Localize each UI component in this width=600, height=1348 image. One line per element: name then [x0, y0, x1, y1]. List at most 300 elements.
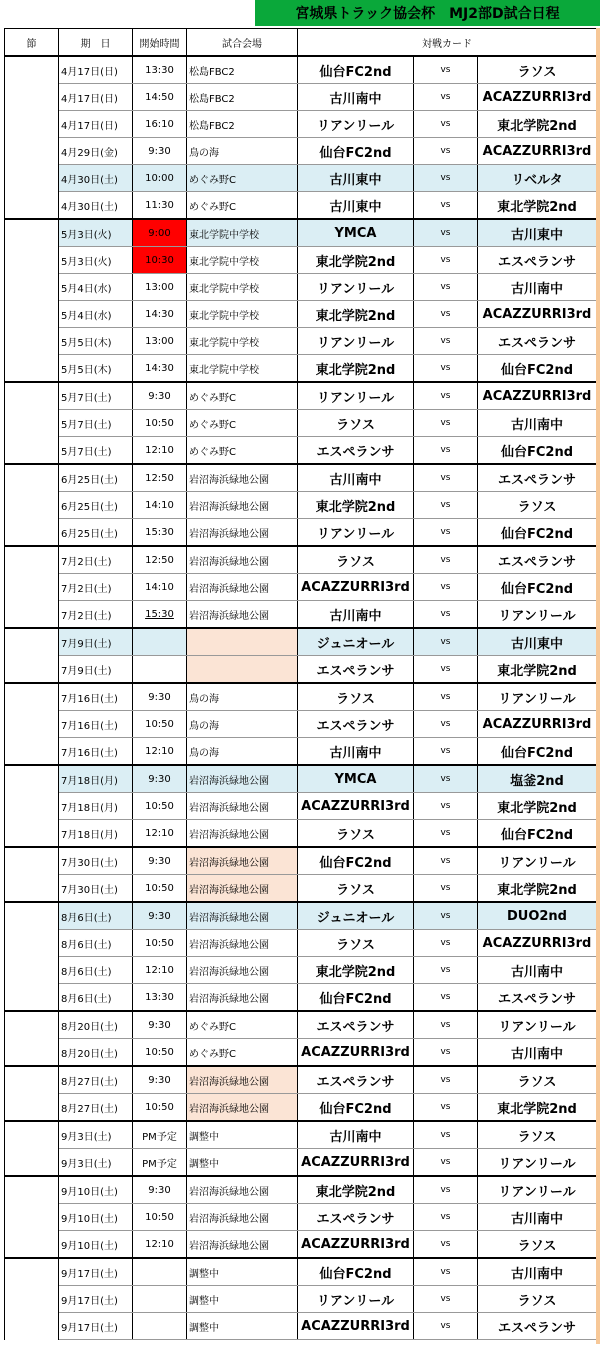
away-team-cell: 仙台FC2nd [478, 355, 597, 383]
table-row [5, 1121, 597, 1149]
time-cell: 13:30 [133, 984, 187, 1012]
table-row [5, 1066, 597, 1094]
section-cell [5, 355, 59, 383]
time-cell: 9:30 [133, 683, 187, 711]
time-cell: 13:30 [133, 56, 187, 84]
section-cell [5, 711, 59, 738]
time-cell [133, 628, 187, 656]
table-row [5, 1204, 597, 1231]
away-team-cell: エスペランサ [478, 328, 597, 355]
table-row [5, 1313, 597, 1340]
time-cell: 10:50 [133, 930, 187, 957]
venue-cell: 松島FBC2 [187, 84, 298, 111]
vs-cell: vs [414, 793, 478, 820]
header-time: 開始時間 [133, 29, 187, 57]
time-cell: 9:30 [133, 765, 187, 793]
away-team-cell: ラソス [478, 492, 597, 519]
time-cell: 13:00 [133, 274, 187, 301]
venue-cell [187, 628, 298, 656]
date-cell: 7月18日(月) [59, 820, 133, 848]
vs-cell: vs [414, 382, 478, 410]
home-team-cell: 東北学院2nd [298, 355, 414, 383]
time-cell: 12:10 [133, 437, 187, 465]
vs-cell: vs [414, 1286, 478, 1313]
home-team-cell: 仙台FC2nd [298, 984, 414, 1012]
section-cell [5, 219, 59, 247]
away-team-cell: 古川南中 [478, 1204, 597, 1231]
table-row [5, 546, 597, 574]
home-team-cell: 東北学院2nd [298, 1176, 414, 1204]
time-cell: 10:30 [133, 247, 187, 274]
away-team-cell: 古川東中 [478, 628, 597, 656]
home-team-cell: ACAZZURRI3rd [298, 574, 414, 601]
home-team-cell: 古川南中 [298, 601, 414, 629]
date-cell: 4月30日(土) [59, 165, 133, 192]
table-row [5, 1094, 597, 1122]
time-cell: 12:10 [133, 957, 187, 984]
time-cell: 14:30 [133, 355, 187, 383]
table-row [5, 628, 597, 656]
time-cell: 9:30 [133, 1011, 187, 1039]
section-cell [5, 437, 59, 465]
away-team-cell: リアンリール [478, 601, 597, 629]
table-row [5, 1176, 597, 1204]
away-team-cell: 仙台FC2nd [478, 437, 597, 465]
date-cell: 4月17日(日) [59, 111, 133, 138]
away-team-cell: 古川南中 [478, 1039, 597, 1067]
vs-cell: vs [414, 165, 478, 192]
table-row [5, 111, 597, 138]
vs-cell: vs [414, 574, 478, 601]
table-row [5, 738, 597, 766]
time-cell: 16:10 [133, 111, 187, 138]
section-cell [5, 301, 59, 328]
away-team-cell: エスペランサ [478, 546, 597, 574]
away-team-cell: ACAZZURRI3rd [478, 138, 597, 165]
section-cell [5, 1231, 59, 1259]
home-team-cell: エスペランサ [298, 1204, 414, 1231]
date-cell: 8月27日(土) [59, 1066, 133, 1094]
time-cell: PM予定 [133, 1121, 187, 1149]
table-row [5, 574, 597, 601]
away-team-cell: ACAZZURRI3rd [478, 930, 597, 957]
home-team-cell: リアンリール [298, 382, 414, 410]
home-team-cell: ACAZZURRI3rd [298, 1039, 414, 1067]
time-cell: 11:30 [133, 192, 187, 220]
section-cell [5, 902, 59, 930]
schedule-title: 宮城県トラック協会杯 MJ2部D試合日程 [255, 0, 600, 26]
venue-cell: 東北学院中学校 [187, 301, 298, 328]
away-team-cell: リアンリール [478, 683, 597, 711]
date-cell: 7月2日(土) [59, 601, 133, 629]
date-cell: 7月30日(土) [59, 875, 133, 903]
section-cell [5, 1039, 59, 1067]
date-cell: 7月16日(土) [59, 683, 133, 711]
home-team-cell: ACAZZURRI3rd [298, 1149, 414, 1177]
time-cell [133, 656, 187, 684]
table-row [5, 1286, 597, 1313]
table-row [5, 382, 597, 410]
section-cell [5, 1149, 59, 1177]
venue-cell: 岩沼海浜緑地公園 [187, 765, 298, 793]
table-row [5, 84, 597, 111]
date-cell: 9月10日(土) [59, 1204, 133, 1231]
date-cell: 8月6日(土) [59, 930, 133, 957]
time-cell: 13:00 [133, 328, 187, 355]
date-cell: 8月27日(土) [59, 1094, 133, 1122]
vs-cell: vs [414, 437, 478, 465]
venue-cell: 岩沼海浜緑地公園 [187, 957, 298, 984]
time-cell: 12:50 [133, 464, 187, 492]
section-cell [5, 793, 59, 820]
date-cell: 5月5日(木) [59, 328, 133, 355]
vs-cell: vs [414, 1149, 478, 1177]
venue-cell: 岩沼海浜緑地公園 [187, 875, 298, 903]
table-row [5, 355, 597, 383]
time-cell: 12:10 [133, 820, 187, 848]
section-cell [5, 1313, 59, 1340]
table-row [5, 437, 597, 465]
vs-cell: vs [414, 546, 478, 574]
home-team-cell: 古川南中 [298, 1121, 414, 1149]
section-cell [5, 274, 59, 301]
home-team-cell: YMCA [298, 219, 414, 247]
section-cell [5, 1094, 59, 1122]
vs-cell: vs [414, 1094, 478, 1122]
table-row [5, 711, 597, 738]
time-cell [133, 1258, 187, 1286]
home-team-cell: 東北学院2nd [298, 957, 414, 984]
vs-cell: vs [414, 328, 478, 355]
venue-cell: 調整中 [187, 1313, 298, 1340]
away-team-cell: 仙台FC2nd [478, 574, 597, 601]
date-cell: 8月6日(土) [59, 902, 133, 930]
section-cell [5, 601, 59, 629]
away-team-cell: 東北学院2nd [478, 111, 597, 138]
section-cell [5, 1258, 59, 1286]
venue-cell: 調整中 [187, 1121, 298, 1149]
date-cell: 7月18日(月) [59, 765, 133, 793]
home-team-cell: リアンリール [298, 328, 414, 355]
section-cell [5, 847, 59, 875]
table-row [5, 301, 597, 328]
vs-cell: vs [414, 1039, 478, 1067]
away-team-cell: 東北学院2nd [478, 656, 597, 684]
venue-cell: 岩沼海浜緑地公園 [187, 984, 298, 1012]
home-team-cell: ACAZZURRI3rd [298, 1231, 414, 1259]
vs-cell: vs [414, 902, 478, 930]
venue-cell: めぐみ野C [187, 410, 298, 437]
section-cell [5, 1176, 59, 1204]
vs-cell: vs [414, 875, 478, 903]
date-cell: 9月17日(土) [59, 1258, 133, 1286]
date-cell: 9月10日(土) [59, 1176, 133, 1204]
date-cell: 4月30日(土) [59, 192, 133, 220]
home-team-cell: 古川東中 [298, 165, 414, 192]
away-team-cell: ACAZZURRI3rd [478, 84, 597, 111]
date-cell: 8月20日(土) [59, 1039, 133, 1067]
vs-cell: vs [414, 492, 478, 519]
time-cell: PM予定 [133, 1149, 187, 1177]
vs-cell: vs [414, 519, 478, 547]
venue-cell: 調整中 [187, 1149, 298, 1177]
section-cell [5, 56, 59, 84]
time-cell: 10:50 [133, 793, 187, 820]
date-cell: 5月4日(水) [59, 301, 133, 328]
time-cell: 10:50 [133, 711, 187, 738]
vs-cell: vs [414, 683, 478, 711]
home-team-cell: ラソス [298, 875, 414, 903]
venue-cell: 東北学院中学校 [187, 355, 298, 383]
away-team-cell: リアンリール [478, 847, 597, 875]
away-team-cell: 東北学院2nd [478, 793, 597, 820]
away-team-cell: 古川南中 [478, 957, 597, 984]
away-team-cell: ラソス [478, 56, 597, 84]
time-cell: 14:10 [133, 574, 187, 601]
venue-cell: 松島FBC2 [187, 56, 298, 84]
vs-cell: vs [414, 820, 478, 848]
home-team-cell: ジュニオール [298, 902, 414, 930]
date-cell: 8月6日(土) [59, 957, 133, 984]
home-team-cell: ACAZZURRI3rd [298, 793, 414, 820]
header-section: 節 [5, 29, 59, 57]
away-team-cell: ACAZZURRI3rd [478, 711, 597, 738]
away-team-cell: エスペランサ [478, 464, 597, 492]
date-cell: 7月9日(土) [59, 628, 133, 656]
table-row [5, 984, 597, 1012]
vs-cell: vs [414, 656, 478, 684]
home-team-cell: 東北学院2nd [298, 247, 414, 274]
time-cell: 9:30 [133, 1066, 187, 1094]
away-team-cell: 古川南中 [478, 1258, 597, 1286]
home-team-cell: 仙台FC2nd [298, 56, 414, 84]
table-row [5, 1258, 597, 1286]
vs-cell: vs [414, 111, 478, 138]
section-cell [5, 574, 59, 601]
table-row [5, 410, 597, 437]
date-cell: 9月10日(土) [59, 1231, 133, 1259]
venue-cell: 調整中 [187, 1258, 298, 1286]
time-cell: 12:50 [133, 546, 187, 574]
vs-cell: vs [414, 957, 478, 984]
section-cell [5, 410, 59, 437]
venue-cell: 岩沼海浜緑地公園 [187, 1094, 298, 1122]
vs-cell: vs [414, 274, 478, 301]
away-team-cell: リアンリール [478, 1011, 597, 1039]
away-team-cell: DUO2nd [478, 902, 597, 930]
date-cell: 6月25日(土) [59, 519, 133, 547]
date-cell: 7月30日(土) [59, 847, 133, 875]
vs-cell: vs [414, 1204, 478, 1231]
away-team-cell: 仙台FC2nd [478, 820, 597, 848]
date-cell: 7月2日(土) [59, 546, 133, 574]
time-cell: 14:50 [133, 84, 187, 111]
date-cell: 7月18日(月) [59, 793, 133, 820]
section-cell [5, 1066, 59, 1094]
date-cell: 6月25日(土) [59, 492, 133, 519]
vs-cell: vs [414, 765, 478, 793]
home-team-cell: エスペランサ [298, 656, 414, 684]
vs-cell: vs [414, 192, 478, 220]
table-row [5, 793, 597, 820]
vs-cell: vs [414, 1121, 478, 1149]
section-cell [5, 765, 59, 793]
vs-cell: vs [414, 601, 478, 629]
section-cell [5, 683, 59, 711]
table-row [5, 328, 597, 355]
away-team-cell: ACAZZURRI3rd [478, 382, 597, 410]
vs-cell: vs [414, 847, 478, 875]
time-cell: 10:50 [133, 1204, 187, 1231]
section-cell [5, 192, 59, 220]
section-cell [5, 464, 59, 492]
table-row [5, 519, 597, 547]
away-team-cell: 古川東中 [478, 219, 597, 247]
home-team-cell: ラソス [298, 546, 414, 574]
section-cell [5, 738, 59, 766]
time-cell: 10:50 [133, 1094, 187, 1122]
section-cell [5, 984, 59, 1012]
home-team-cell: ラソス [298, 683, 414, 711]
venue-cell: 岩沼海浜緑地公園 [187, 601, 298, 629]
table-row [5, 247, 597, 274]
time-cell: 14:10 [133, 492, 187, 519]
time-cell: 14:30 [133, 301, 187, 328]
table-row [5, 957, 597, 984]
date-cell: 5月7日(土) [59, 410, 133, 437]
table-row [5, 683, 597, 711]
section-cell [5, 1286, 59, 1313]
venue-cell: めぐみ野C [187, 192, 298, 220]
table-row [5, 464, 597, 492]
time-cell: 9:30 [133, 138, 187, 165]
date-cell: 4月29日(金) [59, 138, 133, 165]
section-cell [5, 382, 59, 410]
venue-cell: 岩沼海浜緑地公園 [187, 1176, 298, 1204]
home-team-cell: リアンリール [298, 274, 414, 301]
date-cell: 6月25日(土) [59, 464, 133, 492]
section-cell [5, 138, 59, 165]
home-team-cell: 東北学院2nd [298, 492, 414, 519]
date-cell: 5月3日(火) [59, 219, 133, 247]
venue-cell: 鳥の海 [187, 138, 298, 165]
table-row [5, 56, 597, 84]
home-team-cell: リアンリール [298, 519, 414, 547]
date-cell: 9月17日(土) [59, 1313, 133, 1340]
away-team-cell: エスペランサ [478, 247, 597, 274]
date-cell: 4月17日(日) [59, 84, 133, 111]
table-row [5, 1039, 597, 1067]
table-row [5, 165, 597, 192]
away-team-cell: ACAZZURRI3rd [478, 301, 597, 328]
away-team-cell: リベルタ [478, 165, 597, 192]
section-cell [5, 628, 59, 656]
time-cell: 12:10 [133, 738, 187, 766]
section-cell [5, 1121, 59, 1149]
venue-cell: 鳥の海 [187, 711, 298, 738]
header-matchup: 対戦カード [298, 29, 597, 57]
date-cell: 5月4日(水) [59, 274, 133, 301]
vs-cell: vs [414, 628, 478, 656]
table-row [5, 902, 597, 930]
away-team-cell: 東北学院2nd [478, 875, 597, 903]
table-row [5, 192, 597, 220]
section-cell [5, 930, 59, 957]
time-cell [133, 1313, 187, 1340]
table-row [5, 1011, 597, 1039]
date-cell: 8月6日(土) [59, 984, 133, 1012]
date-cell: 7月16日(土) [59, 711, 133, 738]
table-row [5, 1231, 597, 1259]
table-row [5, 820, 597, 848]
venue-cell: 東北学院中学校 [187, 247, 298, 274]
section-cell [5, 820, 59, 848]
section-cell [5, 957, 59, 984]
table-row [5, 274, 597, 301]
table-row [5, 930, 597, 957]
vs-cell: vs [414, 56, 478, 84]
away-team-cell: エスペランサ [478, 984, 597, 1012]
vs-cell: vs [414, 1258, 478, 1286]
time-cell: 10:00 [133, 165, 187, 192]
table-row [5, 765, 597, 793]
time-cell: 9:00 [133, 219, 187, 247]
vs-cell: vs [414, 1011, 478, 1039]
date-cell: 7月16日(土) [59, 738, 133, 766]
away-team-cell: 古川南中 [478, 410, 597, 437]
header-venue: 試合会場 [187, 29, 298, 57]
section-cell [5, 656, 59, 684]
section-cell [5, 519, 59, 547]
home-team-cell: 古川南中 [298, 84, 414, 111]
venue-cell: 岩沼海浜緑地公園 [187, 902, 298, 930]
venue-cell: 岩沼海浜緑地公園 [187, 847, 298, 875]
home-team-cell: エスペランサ [298, 711, 414, 738]
away-team-cell: エスペランサ [478, 1313, 597, 1340]
venue-cell: 岩沼海浜緑地公園 [187, 464, 298, 492]
vs-cell: vs [414, 84, 478, 111]
home-team-cell: ラソス [298, 930, 414, 957]
away-team-cell: 古川南中 [478, 274, 597, 301]
date-cell: 5月7日(土) [59, 382, 133, 410]
home-team-cell: リアンリール [298, 1286, 414, 1313]
home-team-cell: リアンリール [298, 111, 414, 138]
home-team-cell: 仙台FC2nd [298, 1094, 414, 1122]
section-cell [5, 165, 59, 192]
vs-cell: vs [414, 464, 478, 492]
time-cell [133, 1286, 187, 1313]
right-edge-strip [596, 28, 600, 1344]
venue-cell: 東北学院中学校 [187, 274, 298, 301]
schedule-table [4, 28, 597, 1340]
away-team-cell: ラソス [478, 1286, 597, 1313]
date-cell: 9月17日(土) [59, 1286, 133, 1313]
section-cell [5, 247, 59, 274]
time-cell: 9:30 [133, 1176, 187, 1204]
venue-cell: めぐみ野C [187, 1011, 298, 1039]
vs-cell: vs [414, 984, 478, 1012]
table-row [5, 847, 597, 875]
section-cell [5, 875, 59, 903]
time-cell: 10:50 [133, 410, 187, 437]
date-cell: 8月20日(土) [59, 1011, 133, 1039]
home-team-cell: 古川南中 [298, 738, 414, 766]
section-cell [5, 492, 59, 519]
vs-cell: vs [414, 247, 478, 274]
venue-cell: 岩沼海浜緑地公園 [187, 820, 298, 848]
venue-cell: めぐみ野C [187, 437, 298, 465]
time-cell: 9:30 [133, 382, 187, 410]
